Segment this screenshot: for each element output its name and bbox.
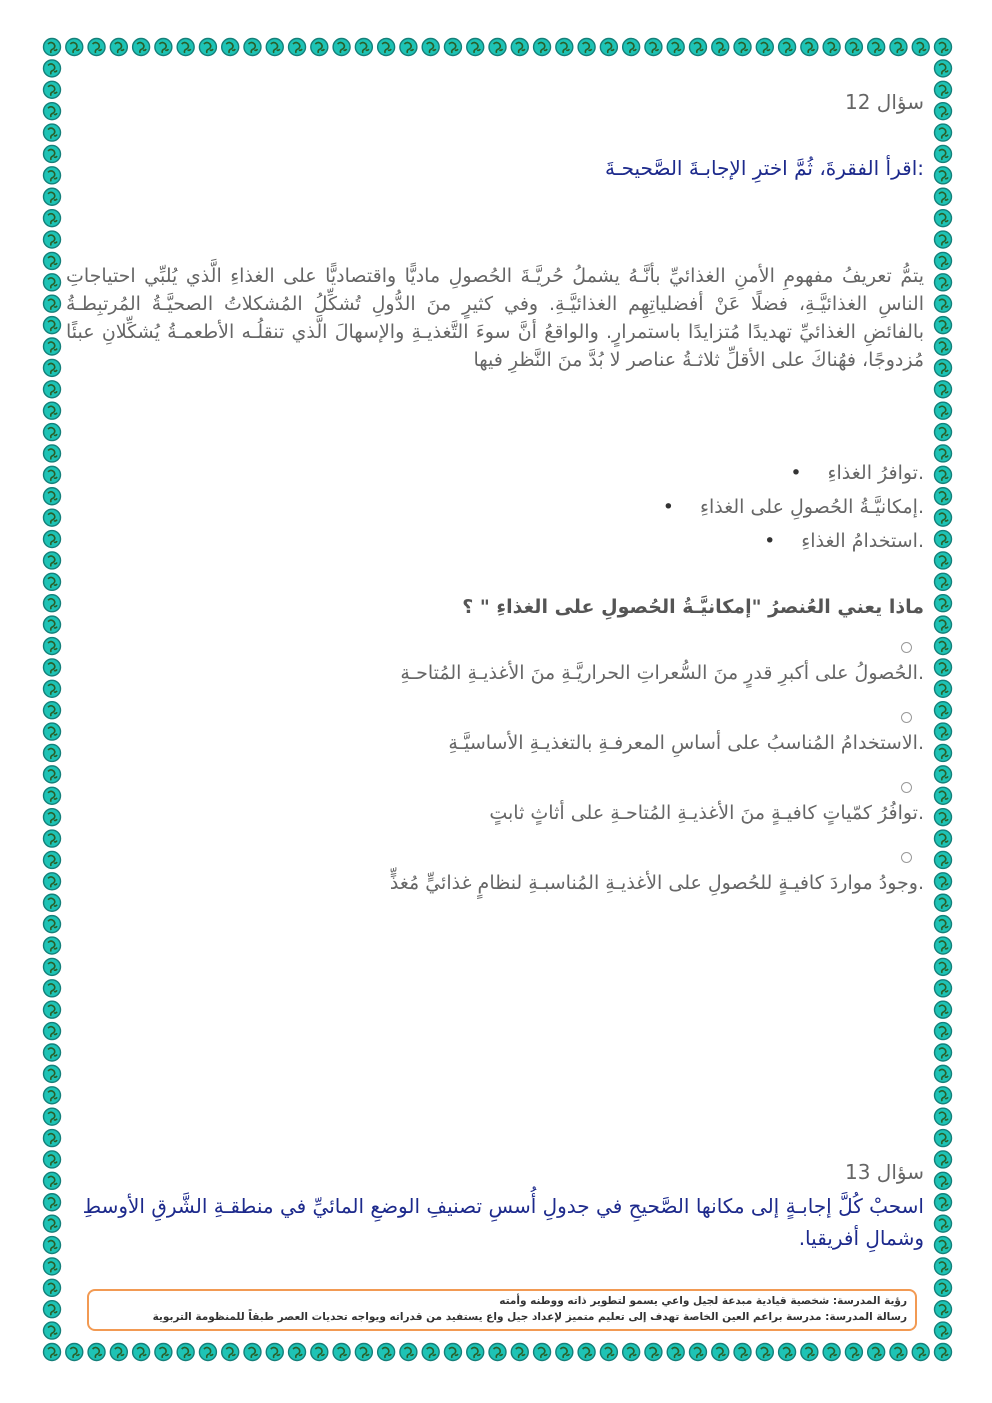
globe-icon [935,39,952,56]
globe-icon [935,1130,952,1147]
globe-icon [556,1344,573,1361]
globe-icon [935,1044,952,1061]
globe-icon [44,274,61,291]
globe-icon [44,1001,61,1018]
globe-icon [44,1194,61,1211]
globe-icon [44,402,61,419]
globe-icon [333,1344,350,1361]
globe-icon [868,1344,885,1361]
globe-icon [44,937,61,954]
globe-icon [935,1172,952,1189]
globe-icon [467,1344,484,1361]
globe-icon [935,723,952,740]
globe-icon [44,39,61,56]
globe-icon [935,466,952,483]
globe-icon [333,39,350,56]
globe-icon [935,359,952,376]
globe-icon [801,1344,818,1361]
globe-icon [44,295,61,312]
globe-icon [667,1344,684,1361]
globe-icon [44,1322,61,1339]
globe-icon [935,787,952,804]
globe-icon [44,1258,61,1275]
globe-icon [44,509,61,526]
globe-icon [935,1344,952,1361]
globe-icon [44,1065,61,1082]
globe-icon [44,595,61,612]
globe-icon [935,252,952,269]
globe-icon [44,851,61,868]
globe-icon [244,1344,261,1361]
globe-icon [935,980,952,997]
globe-icon [935,103,952,120]
globe-icon [645,1344,662,1361]
globe-icon [44,1044,61,1061]
globe-icon [935,60,952,77]
globe-icon [44,424,61,441]
question-13-instruction: اسحبْ كُلَّ إجابـةٍ إلى مكانها الصَّحيحِ في جدولِ أُسسِ تصنيفِ الوضعِ المائيِّ في منطقـةِ الشَّرقِ الأوسطِ وشمالِ أفريقيا. [82,1194,924,1250]
globe-icon [44,167,61,184]
globe-icon [66,39,83,56]
globe-icon [44,873,61,890]
radio-button[interactable] [901,642,912,653]
globe-icon [44,488,61,505]
globe-icon [44,338,61,355]
globe-icon [935,81,952,98]
globe-icon [935,1279,952,1296]
globe-icon [935,402,952,419]
globe-icon [935,424,952,441]
bullet-item: .إمكانيَّـةُ الحُصولِ على الغذاءِ• [662,496,924,518]
globe-icon [935,937,952,954]
question-13-label: سؤال 13 [845,1160,924,1184]
globe-icon [44,787,61,804]
globe-icon [935,894,952,911]
globe-icon [378,1344,395,1361]
globe-icon [511,1344,528,1361]
globe-icon [44,616,61,633]
globe-icon [400,39,417,56]
globe-icon [935,916,952,933]
globe-icon [44,359,61,376]
globe-icon [400,1344,417,1361]
globe-icon [935,1301,952,1318]
globe-icon [177,1344,194,1361]
answer-option[interactable] [66,640,924,700]
globe-icon [935,295,952,312]
globe-icon [199,39,216,56]
school-vision-mission-box [87,1289,917,1331]
globe-icon [44,1301,61,1318]
globe-icon [935,317,952,334]
globe-icon [378,39,395,56]
globe-icon [935,167,952,184]
globe-icon [489,39,506,56]
globe-icon [44,723,61,740]
radio-button[interactable] [901,782,912,793]
globe-icon [534,39,551,56]
globe-icon [912,1344,929,1361]
globe-icon [734,1344,751,1361]
answer-option[interactable] [66,710,924,770]
globe-icon [44,766,61,783]
globe-icon [44,81,61,98]
globe-icon [177,39,194,56]
radio-button[interactable] [901,852,912,863]
globe-icon [155,39,172,56]
globe-icon [578,39,595,56]
globe-icon [44,552,61,569]
globe-icon [935,1065,952,1082]
globe-icon [44,103,61,120]
globe-icon [489,1344,506,1361]
globe-icon [289,1344,306,1361]
globe-icon [935,1237,952,1254]
globe-icon [935,488,952,505]
globe-icon [756,39,773,56]
bullet-item: .استخدامُ الغذاءِ• [764,530,924,552]
globe-icon [935,1087,952,1104]
question-12-paragraph: يتمُّ تعريفُ مفهومِ الأمنِ الغذائيِّ بأنَّـهُ يشملُ حُريَّـةَ الحُصولِ ماديًّا واقتصاديًّا على الغذاءِ الَّذي يُلبِّي احتياجاتِ الناسِ الغذائيَّـةِ، فضلًا عَنْ أفضلياتِهِم الغذائيَّـةِ. وفي كثيرٍ منَ الدُّولِ تُشكِّلُ المُشكلاتُ الصحيَّـةُ المُرتبِطـةُ بالفائضِ الغذائيِّ تهديدًا مُتزايدًا باستمرارٍ. والواقعُ أنَّ سوءَ التَّغذيـةِ والإسهالَ الَّذي تنقلُـه الأطعمـةُ يُشكِّلانِ عبئًا مُزدوجًا، فهُناكَ على الأقلِّ ثلاثـةُ عناصر لا بُدَّ منَ النَّظرِ فيها [66,265,924,371]
globe-icon [244,39,261,56]
globe-icon [44,916,61,933]
globe-icon [645,39,662,56]
globe-icon [44,1215,61,1232]
answer-option-text: .وجودُ مواردَ كافيـةٍ للحُصولِ على الأغذيـةِ المُناسبـةِ لنظامٍ غذائيٍّ مُغذٍّ [389,872,924,894]
globe-icon [44,659,61,676]
globe-icon [311,39,328,56]
globe-icon [935,851,952,868]
question-12-label: سؤال 12 [845,90,924,114]
globe-icon [823,39,840,56]
globe-icon [44,1087,61,1104]
globe-icon [44,1151,61,1168]
globe-icon [133,39,150,56]
globe-icon [444,39,461,56]
globe-icon [689,39,706,56]
globe-icon [44,1172,61,1189]
globe-icon [44,702,61,719]
globe-icon [890,1344,907,1361]
globe-icon [44,466,61,483]
globe-icon [44,210,61,227]
globe-icon [222,39,239,56]
globe-icon [935,1215,952,1232]
globe-icon [935,145,952,162]
globe-icon [935,830,952,847]
globe-icon [155,1344,172,1361]
globe-icon [44,1130,61,1147]
globe-icon [44,680,61,697]
globe-icon [912,39,929,56]
globe-icon [935,1001,952,1018]
bullet-item: .توافرُ الغذاءِ• [790,462,924,484]
globe-icon [935,659,952,676]
globe-icon [935,958,952,975]
globe-icon [44,1023,61,1040]
globe-icon [44,252,61,269]
globe-icon [935,1151,952,1168]
globe-icon [935,595,952,612]
globe-icon [66,1344,83,1361]
globe-icon [44,809,61,826]
globe-icon [845,39,862,56]
globe-icon [935,638,952,655]
globe-icon [600,1344,617,1361]
globe-icon [935,381,952,398]
globe-icon [779,39,796,56]
globe-icon [44,531,61,548]
globe-icon [845,1344,862,1361]
globe-icon [44,1279,61,1296]
globe-icon [355,39,372,56]
globe-icon [467,39,484,56]
element-bullet-list [663,462,924,564]
globe-icon [289,39,306,56]
answer-option[interactable] [66,780,924,840]
globe-icon [578,1344,595,1361]
globe-icon [44,638,61,655]
globe-icon [935,573,952,590]
globe-icon [600,39,617,56]
globe-icon [133,1344,150,1361]
globe-icon [935,809,952,826]
globe-icon [44,980,61,997]
globe-icon [266,1344,283,1361]
globe-icon [779,1344,796,1361]
globe-icon [689,1344,706,1361]
globe-icon [623,39,640,56]
answer-option-text: .الحُصولُ على أكبرِ قدرٍ منَ السُّعراتِ الحراريَّـةِ منَ الأغذيـةِ المُتاحـةِ [400,662,924,684]
globe-icon [935,744,952,761]
globe-icon [935,552,952,569]
globe-icon [935,231,952,248]
globe-icon [44,1108,61,1125]
globe-icon [556,39,573,56]
globe-icon [511,39,528,56]
question-12-instruction: :اقرأ الفقرةَ، ثُمَّ اخترِ الإجابـةَ الصَّحيحـةَ [605,156,924,180]
globe-icon [935,1108,952,1125]
globe-icon [44,894,61,911]
globe-icon [110,39,127,56]
globe-icon [935,702,952,719]
globe-icon [712,39,729,56]
school-vision: رؤية المدرسة: شخصية قيادية مبدعة لجيل واعي يسمو لتطوير ذاته ووطنه وأمته [499,1295,907,1307]
globe-icon [823,1344,840,1361]
globe-icon [44,445,61,462]
globe-icon [935,1194,952,1211]
globe-icon [44,231,61,248]
globe-icon [44,381,61,398]
globe-icon [422,39,439,56]
globe-icon [935,509,952,526]
globe-icon [44,60,61,77]
globe-icon [44,744,61,761]
globe-icon [935,766,952,783]
globe-icon [890,39,907,56]
school-mission: رسالة المدرسة: مدرسة براعم العين الخاصة تهدف إلى تعليم متميز لإعداد جيل واع يستفيد من قدراته ويواجه تحديات العصر طبقاً للمنظومة التربوية [152,1311,907,1323]
globe-icon [110,1344,127,1361]
globe-icon [935,1322,952,1339]
globe-icon [44,1237,61,1254]
globe-icon [199,1344,216,1361]
globe-icon [935,445,952,462]
globe-icon [623,1344,640,1361]
globe-icon [935,616,952,633]
globe-icon [935,873,952,890]
globe-icon [266,39,283,56]
globe-icon [756,1344,773,1361]
globe-icon [534,1344,551,1361]
answer-option-text: .توافُرُ كمّياتٍ كافيـةٍ منَ الأغذيـةِ المُتاحـةِ على أثاثٍ ثابتٍ [489,802,924,824]
globe-icon [44,124,61,141]
globe-icon [935,210,952,227]
globe-icon [44,958,61,975]
globe-icon [355,1344,372,1361]
globe-icon [935,1023,952,1040]
globe-icon [88,1344,105,1361]
globe-icon [444,1344,461,1361]
globe-icon [935,124,952,141]
globe-icon [44,188,61,205]
globe-icon [222,1344,239,1361]
answer-option-text: .الاستخدامُ المُناسبُ على أساسِ المعرفـةِ بالتغذيـةِ الأساسيَّـةِ [448,732,924,754]
globe-icon [311,1344,328,1361]
globe-icon [935,188,952,205]
globe-icon [935,1258,952,1275]
globe-icon [88,39,105,56]
globe-icon [712,1344,729,1361]
globe-icon [44,830,61,847]
question-12-prompt: ماذا يعني العُنصرُ "إمكانيَّـةُ الحُصولِ على الغذاءِ " ؟ [462,596,924,618]
globe-icon [935,680,952,697]
globe-icon [801,39,818,56]
globe-icon [44,573,61,590]
globe-icon [935,274,952,291]
globe-icon [44,1344,61,1361]
worksheet-content [66,80,924,1330]
radio-button[interactable] [901,712,912,723]
globe-icon [935,531,952,548]
globe-icon [44,317,61,334]
globe-icon [868,39,885,56]
globe-icon [667,39,684,56]
answer-option[interactable] [66,850,924,910]
globe-icon [935,338,952,355]
globe-icon [734,39,751,56]
globe-icon [422,1344,439,1361]
globe-icon [44,145,61,162]
